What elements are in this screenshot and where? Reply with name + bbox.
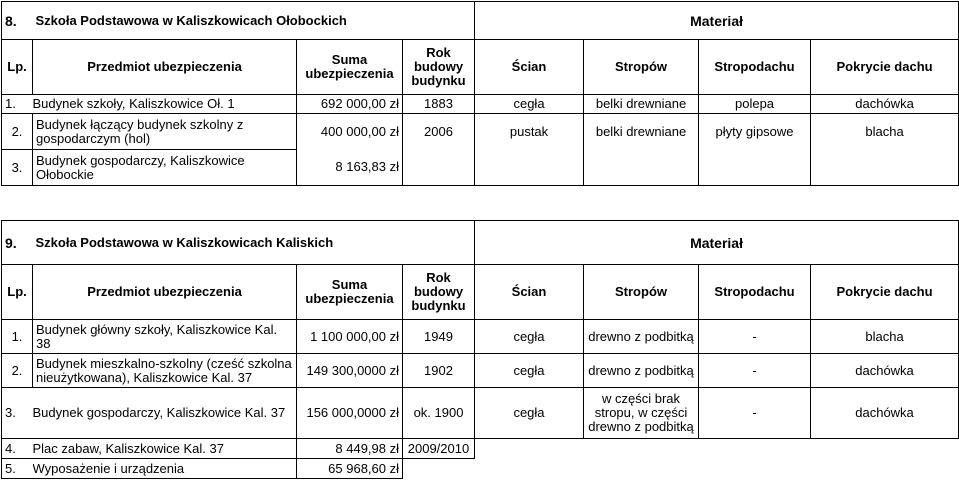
row-ceilings: drewno z podbitką [584, 320, 699, 354]
col-subject: Przedmiot ubezpieczenia [33, 40, 297, 95]
col-sum: Suma ubezpieczenia [297, 40, 403, 95]
table-row [2, 95, 959, 114]
row-walls: cegła [475, 354, 584, 388]
row-roofing: blacha [811, 320, 959, 354]
row-ceilings: belki drewniane [584, 114, 699, 150]
col-roofing: Pokrycie dachu [811, 40, 959, 95]
row-subject: Budynek szkoły, Kaliszkowice Oł. 1 [33, 95, 297, 114]
row-roof: płyty gipsowe [699, 114, 811, 150]
school-name: Szkoła Podstawowa w Kaliszkowicach Ołobockich [33, 2, 475, 40]
col-subject: Przedmiot ubezpieczenia [33, 265, 297, 320]
row-roofing: blacha [811, 114, 959, 150]
row-sum: 65 968,60 zł [297, 459, 403, 479]
row-roofing: dachówka [811, 354, 959, 388]
row-ceilings: w części brak stropu, w części drewno z podbitką [584, 388, 699, 439]
row-lp: 4. [2, 439, 33, 459]
col-ceilings: Stropów [584, 40, 699, 95]
col-lp: Lp. [2, 265, 33, 320]
section-number: 9. [2, 221, 33, 265]
col-roofing: Pokrycie dachu [811, 265, 959, 320]
row-subject: Budynek gospodarczy, Kaliszkowice Kal. 37 [33, 388, 297, 439]
row-sum: 8 163,83 zł [297, 150, 403, 186]
col-roof: Stropodachu [699, 40, 811, 95]
col-walls: Ścian [475, 265, 584, 320]
row-walls: cegła [475, 388, 584, 439]
row-year: 2009/2010 [403, 439, 475, 459]
row-ceilings: drewno z podbitką [584, 354, 699, 388]
row-year: 1902 [403, 354, 475, 388]
row-roof: - [699, 354, 811, 388]
row-year: 1949 [403, 320, 475, 354]
col-roof: Stropodachu [699, 265, 811, 320]
row-year: ok. 1900 [403, 388, 475, 439]
row-year: 1883 [403, 95, 475, 114]
row-lp: 1. [2, 320, 33, 354]
row-lp: 3. [2, 388, 33, 439]
row-sum: 400 000,00 zł [297, 114, 403, 150]
table-row [2, 150, 959, 186]
insurance-table-section-8 [1, 1, 959, 186]
col-year: Rok budowy budynku [403, 40, 475, 95]
material-header: Materiał [475, 221, 959, 265]
insurance-table-section-9 [1, 220, 959, 479]
row-walls: pustak [475, 114, 584, 150]
row-walls: cegła [475, 320, 584, 354]
row-subject: Budynek łączący budynek szkolny z gospodarczym (hol) [33, 114, 297, 150]
col-ceilings: Stropów [584, 265, 699, 320]
row-sum: 149 300,0000 zł [297, 354, 403, 388]
row-sum: 1 100 000,00 zł [297, 320, 403, 354]
row-lp: 1. [2, 95, 33, 114]
row-year: 2006 [403, 114, 475, 150]
row-subject: Budynek mieszkalno-szkolny (cześć szkolna nieużytkowana), Kaliszkowice Kal. 37 [33, 354, 297, 388]
table-row [2, 354, 959, 388]
row-roof: - [699, 388, 811, 439]
row-sum: 156 000,0000 zł [297, 388, 403, 439]
table-row [2, 114, 959, 150]
school-name: Szkoła Podstawowa w Kaliszkowicach Kaliskich [33, 221, 475, 265]
section-number: 8. [2, 2, 33, 40]
row-ceilings: belki drewniane [584, 95, 699, 114]
row-roof: - [699, 320, 811, 354]
table-row [2, 388, 959, 439]
material-header: Materiał [475, 2, 959, 40]
row-roofing: dachówka [811, 95, 959, 114]
row-sum: 8 449,98 zł [297, 439, 403, 459]
row-roof: polepa [699, 95, 811, 114]
row-walls: cegła [475, 95, 584, 114]
col-walls: Ścian [475, 40, 584, 95]
table-row [2, 459, 959, 479]
table-row [2, 439, 959, 459]
row-subject: Budynek główny szkoły, Kaliszkowice Kal. 38 [33, 320, 297, 354]
row-subject: Wyposażenie i urządzenia [33, 459, 297, 479]
row-subject: Budynek gospodarczy, Kaliszkowice Ołobockie [33, 150, 297, 186]
row-lp: 5. [2, 459, 33, 479]
col-year: Rok budowy budynku [403, 265, 475, 320]
col-sum: Suma ubezpieczenia [297, 265, 403, 320]
row-subject: Plac zabaw, Kaliszkowice Kal. 37 [33, 439, 297, 459]
row-roofing: dachówka [811, 388, 959, 439]
row-lp: 2. [2, 354, 33, 388]
col-lp: Lp. [2, 40, 33, 95]
row-lp: 3. [2, 150, 33, 186]
table-row [2, 320, 959, 354]
row-lp: 2. [2, 114, 33, 150]
row-sum: 692 000,00 zł [297, 95, 403, 114]
